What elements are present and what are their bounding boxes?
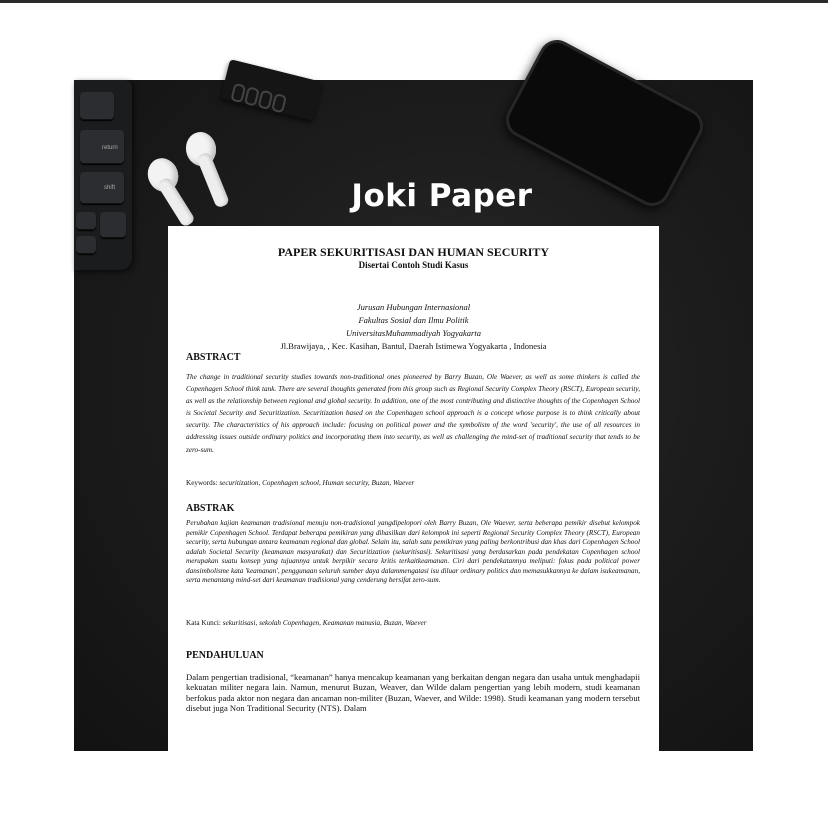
kata-kunci-value: sekuritisasi, sekolah Copenhagen, Keamanan manusia, Buzan, Waever <box>222 619 427 627</box>
abstrak-text: Perubahan kajian keamanan tradisional menuju non-tradisional yangdipelopori oleh Barry Buzan, Ole Waever, serta beberapa pemikir disebut kelompok pemikir Copenhagen School. Terdapat beberapa pemikiran yang dihasilkan dari kelompok ini seperti Regional Security Complex Theory (RSCT), European security, serta hubungan antara keamanan regional dan global. Selain itu, salah satu pemikiran yang paling berkontribusi dan khas dari Copenhagen School adalah Societal Security (keamanan masyarakat) dan Securitization (sekuritisasi). Sekuritisasi yang berdasarkan pada pendekatan Copenhagen school merupakan suatu konsep yang tujuannya untuk berpikir secara kritis terkaitkeamanan. Ciri dari pendekatannya meliputi: fokus pada political power dansimbolisme kata 'keamanan', penggunaan seluruh sumber daya dalammengatasi isu diluar ordinary politics dan memasukkannya ke dalam isukeamanan, serta menantang mind-set dari keamanan tradisional yang cenderung bersifat zero-sum. <box>186 519 640 584</box>
intro-text: Dalam pengertian tradisional, “keamanan” hanya mencakup keamanan yang berkaitan dengan negara dan usaha untuk menghadapii kekuatan militer negara lain. Namun, menurut Buzan, Weaver, dan Wilde dalam pengertian yang lebih modern, studi keamanan berfokus pada aktor non negara dan ancaman non-militer (Buzan, Waever, and Wilde: 1998). Studi keamanan yang modern tersebut disebut juga Non Traditional Security (NTS). Dalam <box>186 672 640 713</box>
promo-photo-background <box>74 80 804 751</box>
intro-heading: PENDAHULUAN <box>186 650 264 661</box>
abstrak-heading: ABSTRAK <box>186 503 235 514</box>
key-return-label: return <box>102 145 118 151</box>
brand-heading: Joki Paper <box>351 178 533 214</box>
affiliation-line: Fakultas Sosial dan Ilmu Politik <box>358 315 469 325</box>
kata-kunci-label: Kata Kunci: <box>186 619 221 627</box>
top-border-line <box>0 0 828 3</box>
keywords-label: Keywords: <box>186 479 218 487</box>
kata-kunci-line <box>186 619 427 627</box>
address-line: Jl.Brawijaya, , Kec. Kasihan, Bantul, Daerah Istimewa Yogyakarta , Indonesia <box>280 341 547 351</box>
keywords-line <box>186 479 414 487</box>
paper-document <box>168 226 659 751</box>
abstract-heading: ABSTRACT <box>186 352 241 363</box>
paper-title: PAPER SEKURITISASI DAN HUMAN SECURITY <box>277 245 550 259</box>
affiliation-line: UniversitasMuhammadiyah Yogyakarta <box>346 328 481 338</box>
price-tagline: start from 15k idr <box>784 452 804 611</box>
keywords-value: securitization, Copenhagen school, Human security, Buzan, Waever <box>219 479 415 487</box>
key-shift-label: shift <box>104 185 116 191</box>
notebook-icon <box>221 59 323 121</box>
paper-subtitle: Disertai Contoh Studi Kasus <box>358 260 469 270</box>
keyboard-icon <box>74 80 132 270</box>
affiliation-line: Jurusan Hubungan Internasional <box>356 302 471 312</box>
abstract-text: The change in traditional security studies towards non-traditional ones pioneered by Barry Buzan, Ole Waever, as well as some thinkers is called the Copenhagen School think tank. There are several thoughts generated from this group such as Regional Security Complex Theory (RSCT), European security, as well as the relationship between regional and global security. In addition, one of the most contributing and distinctive thoughts of the Copenhagen School is Societal Security and Securitization. Securitization based on the Copenhagen school approach is a concept whose purpose is to think critically about security. The characteristics of his approach include: focusing on political power and the symbolism of the word 'security', the use of all resources in addressing issues outside ordinary politics and incorporating them into security, as well as challenging the mind-set of traditional security that tends to be zero-sum. <box>186 373 640 454</box>
